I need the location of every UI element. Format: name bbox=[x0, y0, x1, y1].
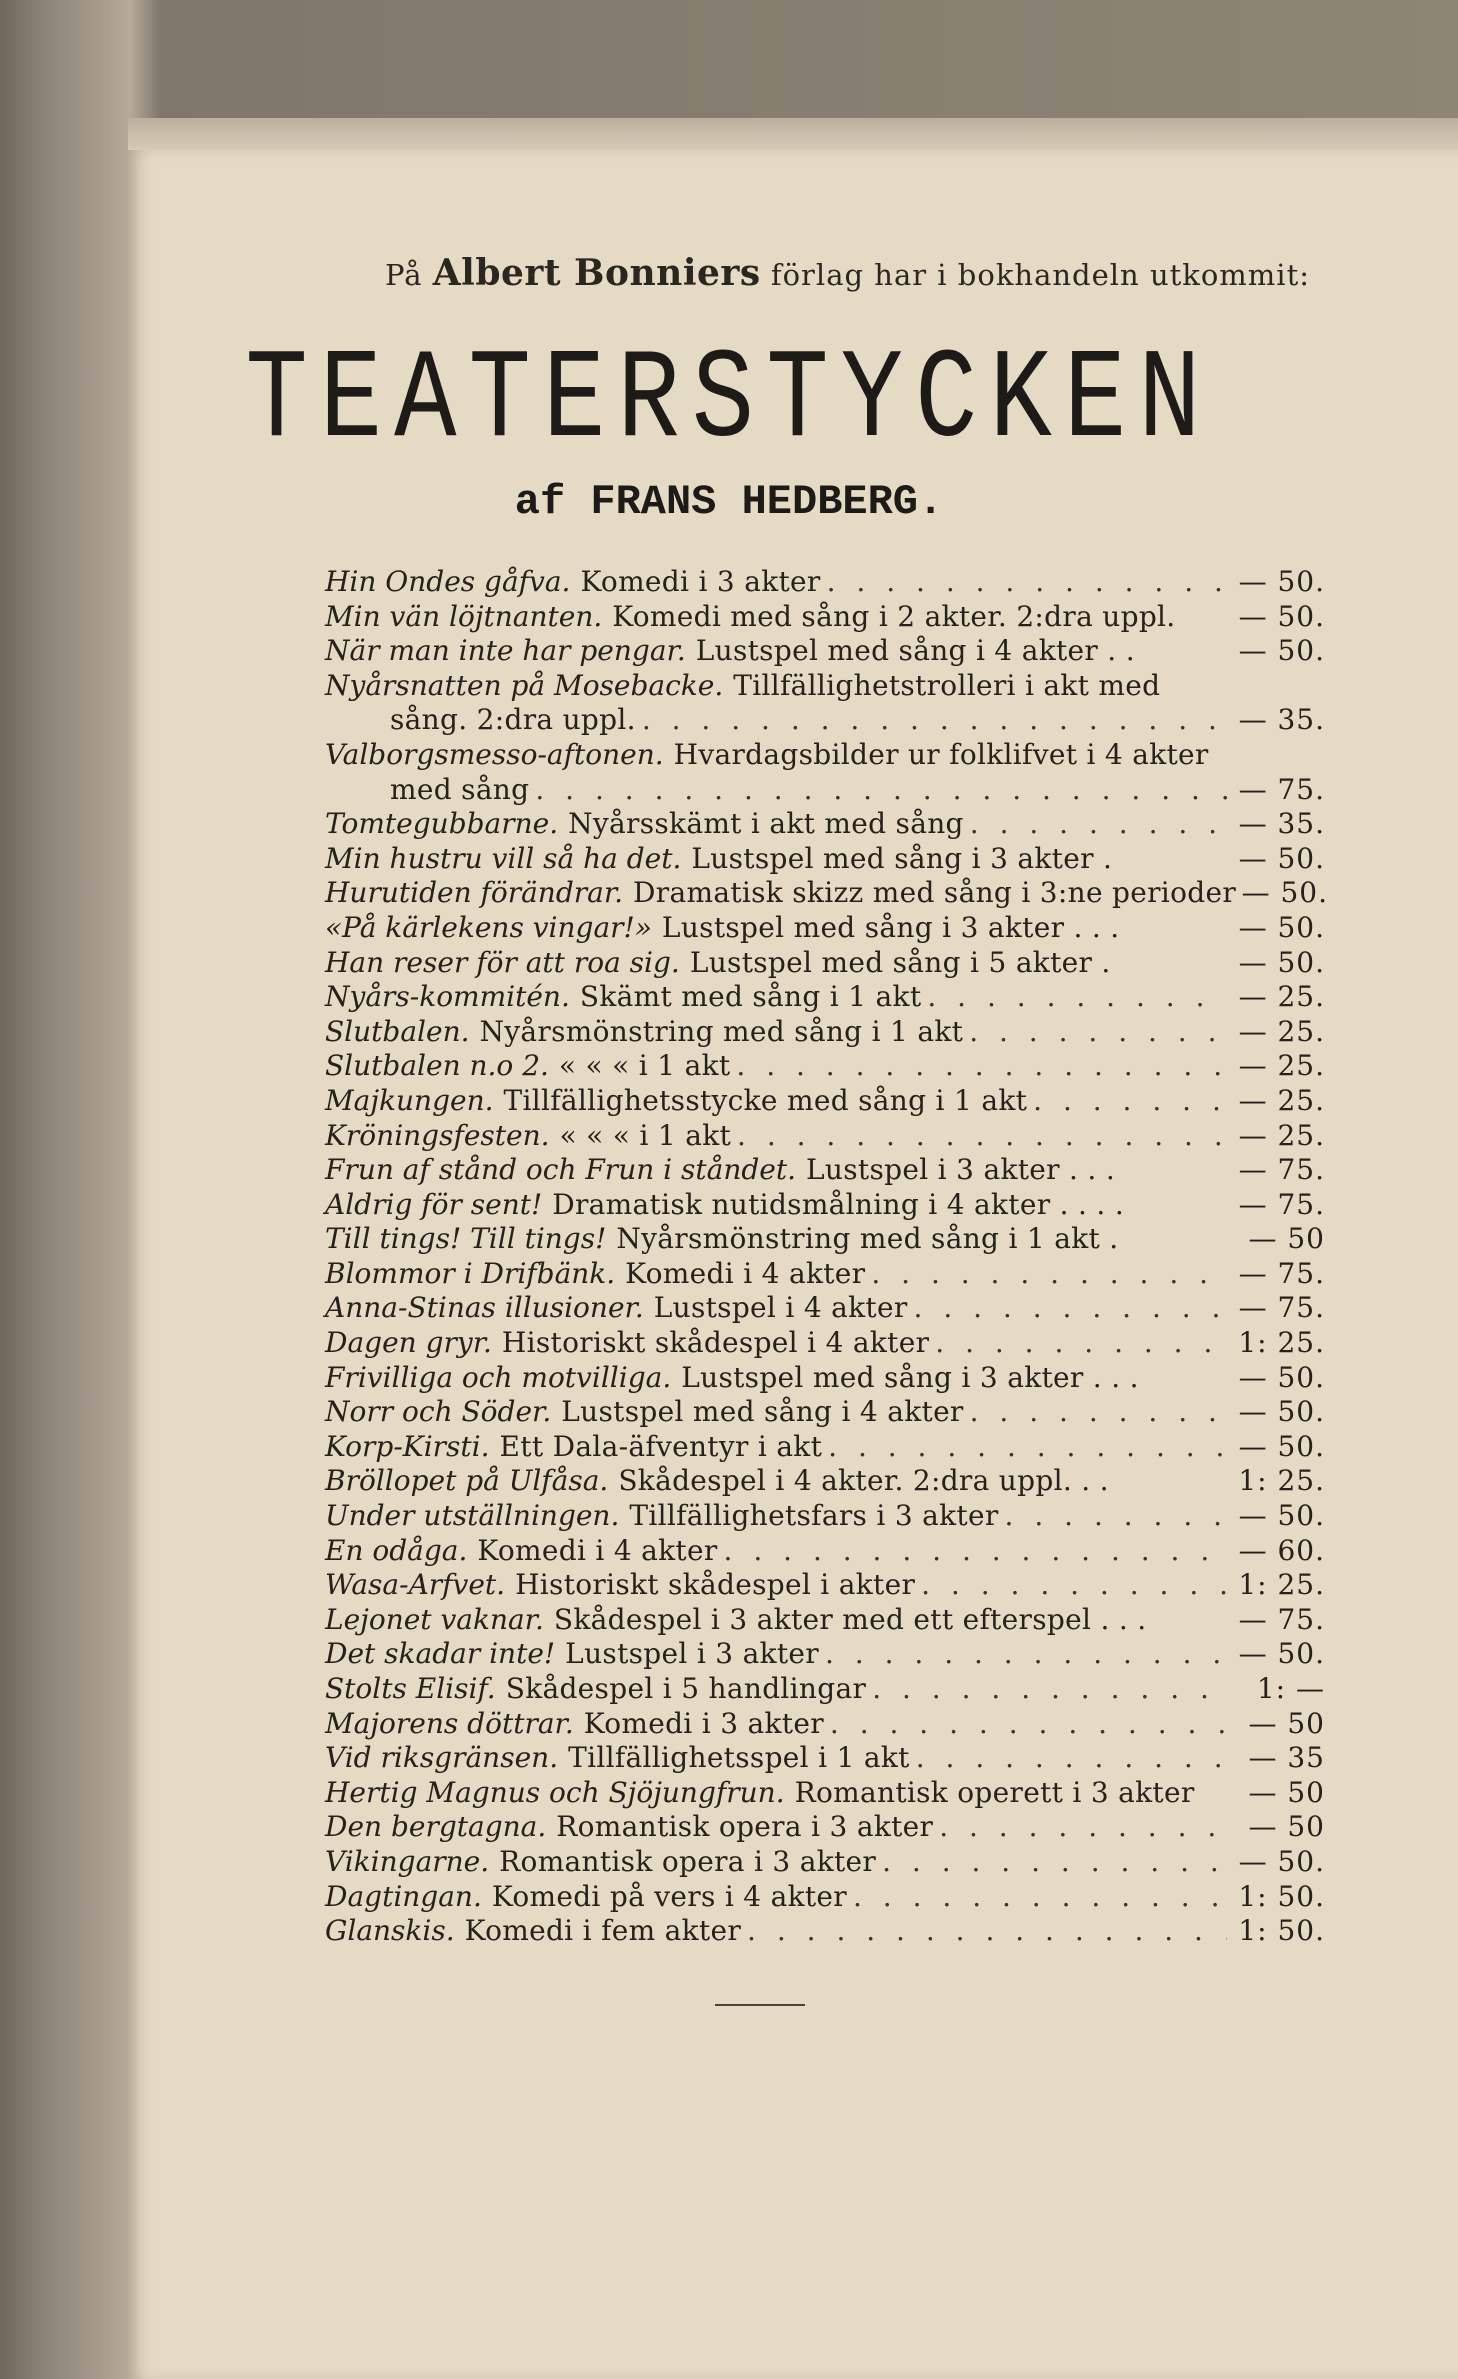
dot-leader bbox=[747, 1914, 1227, 1949]
play-title: Den bergtagna. bbox=[325, 1810, 547, 1844]
play-title: Valborgsmesso-aftonen. bbox=[325, 737, 664, 771]
play-title: Tomtegubbarne. bbox=[325, 807, 559, 841]
play-description: Komedi i fem akter bbox=[464, 1914, 742, 1948]
play-title: Nyårs-kommitén. bbox=[325, 980, 570, 1014]
play-title: Vikingarne. bbox=[325, 1844, 490, 1878]
play-description: Lustspel med sång i 3 akter . bbox=[691, 841, 1113, 875]
price: 1: 25. bbox=[1238, 1326, 1325, 1360]
list-item bbox=[325, 1188, 1325, 1223]
play-description: « « « i 1 akt bbox=[559, 1118, 732, 1152]
play-description: Nyårsmönstring med sång i 1 akt bbox=[479, 1014, 964, 1048]
dot-leader bbox=[935, 1326, 1227, 1361]
play-description: Dramatisk skizz med sång i 3:ne perioder bbox=[633, 876, 1236, 910]
dot-leader bbox=[970, 1395, 1227, 1430]
dot-leader bbox=[939, 1810, 1227, 1845]
dot-leader bbox=[724, 1534, 1227, 1569]
price: — 50. bbox=[1238, 1844, 1325, 1878]
dot-leader bbox=[737, 1119, 1227, 1154]
play-title: Min vän löjtnanten. bbox=[325, 599, 603, 633]
play-description: Skådespel i 3 akter med ett efterspel . . . bbox=[553, 1602, 1147, 1636]
play-description: Tillfällighetsspel i 1 akt bbox=[568, 1741, 910, 1775]
price: — 50. bbox=[1238, 1637, 1325, 1671]
play-title: Dagtingan. bbox=[325, 1879, 482, 1913]
price: — 75. bbox=[1238, 1187, 1325, 1221]
dot-leader bbox=[828, 1430, 1227, 1465]
price: — 50. bbox=[1238, 599, 1325, 633]
price: — 50. bbox=[1238, 634, 1325, 668]
play-description: Komedi i 4 akter bbox=[625, 1256, 866, 1290]
list-item bbox=[325, 807, 1325, 842]
play-description: Tillfällighetstrolleri i akt med bbox=[733, 668, 1161, 702]
dot-leader bbox=[827, 565, 1227, 600]
price: 1: 25. bbox=[1238, 1568, 1325, 1602]
list-item bbox=[325, 842, 1325, 877]
play-description: Skådespel i 4 akter. 2:dra uppl. . . bbox=[618, 1464, 1109, 1498]
list-item bbox=[325, 703, 1325, 738]
price: — 75. bbox=[1238, 1602, 1325, 1636]
price: — 60. bbox=[1238, 1533, 1325, 1567]
price: — 35. bbox=[1238, 807, 1325, 841]
price: — 50. bbox=[1238, 1360, 1325, 1394]
price: — 25. bbox=[1238, 1083, 1325, 1117]
dot-leader bbox=[871, 1257, 1227, 1292]
play-title: En odåga. bbox=[325, 1533, 468, 1567]
play-title: Majorens döttrar. bbox=[325, 1706, 574, 1740]
list-item bbox=[325, 1361, 1325, 1396]
dot-leader bbox=[914, 1291, 1227, 1326]
price: — 50. bbox=[1241, 876, 1328, 910]
author-line: af FRANS HEDBERG. bbox=[514, 478, 944, 526]
list-item bbox=[325, 773, 1325, 808]
list-item bbox=[325, 1845, 1325, 1880]
play-description: Komedi i 4 akter bbox=[477, 1533, 718, 1567]
page-fold bbox=[128, 118, 1458, 152]
list-item bbox=[325, 1119, 1325, 1154]
price: — 75. bbox=[1238, 772, 1325, 806]
list-item bbox=[325, 946, 1325, 981]
list-item bbox=[325, 1153, 1325, 1188]
price: — 35. bbox=[1238, 703, 1325, 737]
play-title: Wasa-Arfvet. bbox=[325, 1568, 506, 1602]
price: — 50. bbox=[1238, 565, 1325, 598]
play-title: Anna-Stinas illusioner. bbox=[325, 1291, 644, 1325]
play-title: Min hustru vill så ha det. bbox=[325, 841, 682, 875]
price: — 75. bbox=[1238, 1153, 1325, 1187]
play-description: med sång bbox=[390, 772, 530, 806]
play-title: Bröllopet på Ulfåsa. bbox=[325, 1464, 609, 1498]
dot-leader bbox=[642, 703, 1227, 738]
list-item bbox=[325, 1326, 1325, 1361]
list-item bbox=[325, 1707, 1325, 1742]
list-item bbox=[325, 1810, 1325, 1845]
play-description: sång. 2:dra uppl. bbox=[390, 703, 636, 737]
dot-leader bbox=[830, 1707, 1227, 1742]
play-title: Nyårsnatten på Mosebacke. bbox=[325, 668, 724, 702]
play-title: Blommor i Drifbänk. bbox=[325, 1256, 616, 1290]
price: — 50. bbox=[1238, 1499, 1325, 1533]
play-description: Komedi i 3 akter bbox=[583, 1706, 824, 1740]
play-title: Stolts Elisif. bbox=[325, 1672, 496, 1705]
price: — 50. bbox=[1238, 1395, 1325, 1429]
play-description: Tillfällighetsstycke med sång i 1 akt bbox=[503, 1083, 1028, 1117]
publisher-line bbox=[385, 252, 1310, 294]
list-item bbox=[325, 1464, 1325, 1499]
play-title: Hin Ondes gåfva. bbox=[325, 565, 571, 598]
publisher-name: Albert Bonniers bbox=[432, 252, 761, 294]
price: 1: 50. bbox=[1238, 1879, 1325, 1913]
dot-leader bbox=[970, 807, 1227, 842]
play-title: Dagen gryr. bbox=[325, 1326, 492, 1360]
price: — 50. bbox=[1238, 910, 1325, 944]
play-title: Frun af stånd och Frun i ståndet. bbox=[325, 1153, 797, 1187]
dot-leader bbox=[882, 1845, 1227, 1880]
list-item bbox=[325, 1015, 1325, 1050]
play-description: Lustspel med sång i 3 akter . . . bbox=[661, 910, 1120, 944]
play-title: Slutbalen. bbox=[325, 1014, 470, 1048]
dot-leader bbox=[927, 980, 1227, 1015]
play-description: Lustspel i 3 akter bbox=[565, 1637, 819, 1671]
play-title: När man inte har pengar. bbox=[325, 634, 686, 668]
play-description: Skämt med sång i 1 akt bbox=[579, 980, 922, 1014]
list-item bbox=[325, 876, 1328, 911]
play-description: Historiskt skådespel i 4 akter bbox=[501, 1326, 930, 1360]
price: — 75. bbox=[1238, 1291, 1325, 1325]
price: — 25. bbox=[1238, 1014, 1325, 1048]
play-description: Lustspel med sång i 3 akter . . . bbox=[681, 1360, 1139, 1394]
play-description: Historiskt skådespel i akter bbox=[515, 1568, 916, 1602]
dot-leader bbox=[1005, 1499, 1227, 1534]
price: 1: — bbox=[1256, 1672, 1325, 1705]
play-title: Frivilliga och motvilliga. bbox=[325, 1360, 672, 1394]
play-description: Lustspel med sång i 5 akter . bbox=[689, 945, 1111, 979]
list-item bbox=[325, 1291, 1325, 1326]
play-title: Kröningsfesten. bbox=[325, 1118, 550, 1152]
play-title: «På kärlekens vingar!» bbox=[325, 910, 652, 944]
dot-leader bbox=[921, 1568, 1227, 1603]
dot-leader bbox=[916, 1741, 1227, 1776]
play-description: Hvardagsbilder ur folklifvet i 4 akter bbox=[673, 737, 1209, 771]
list-item bbox=[325, 1222, 1325, 1257]
play-description: Romantisk operett i 3 akter bbox=[794, 1775, 1195, 1809]
list-item bbox=[325, 1880, 1325, 1915]
play-description: Ett Dala-äfventyr i akt bbox=[499, 1429, 823, 1463]
list-item bbox=[325, 634, 1325, 669]
price: — 50 bbox=[1248, 1706, 1325, 1740]
play-description: Komedi i 3 akter bbox=[580, 565, 821, 598]
list-item bbox=[325, 911, 1325, 946]
list-item bbox=[325, 1499, 1325, 1534]
list-item bbox=[325, 565, 1325, 600]
publisher-line-post: förlag har i bokhandeln utkommit: bbox=[760, 258, 1310, 292]
dot-leader bbox=[872, 1672, 1227, 1707]
play-description: Komedi med sång i 2 akter. 2:dra uppl. bbox=[612, 599, 1176, 633]
play-title: Han reser för att roa sig. bbox=[325, 945, 680, 979]
list-item bbox=[325, 1395, 1325, 1430]
list-item bbox=[325, 1776, 1325, 1811]
play-description: Romantisk opera i 3 akter bbox=[556, 1810, 934, 1844]
price: — 75. bbox=[1238, 1256, 1325, 1290]
list-item bbox=[325, 1049, 1325, 1084]
play-title: Hurutiden förändrar. bbox=[325, 876, 624, 910]
price: — 50 bbox=[1248, 1775, 1325, 1809]
price: — 35 bbox=[1248, 1741, 1325, 1775]
play-description: « « « i 1 akt bbox=[558, 1049, 731, 1083]
play-description: Lustspel med sång i 4 akter . . bbox=[695, 634, 1135, 668]
play-title: Vid riksgränsen. bbox=[325, 1741, 559, 1775]
dot-leader bbox=[535, 773, 1227, 808]
list-item bbox=[325, 600, 1325, 635]
closing-rule bbox=[715, 2004, 805, 2006]
play-description: Nyårsmönstring med sång i 1 akt . bbox=[616, 1222, 1119, 1256]
page-title: TEATERSTYCKEN bbox=[245, 330, 1213, 474]
list-item bbox=[325, 1603, 1325, 1638]
dot-leader bbox=[825, 1637, 1227, 1672]
price: 1: 50. bbox=[1238, 1914, 1325, 1948]
list-item bbox=[325, 1257, 1325, 1292]
price: — 50. bbox=[1238, 1429, 1325, 1463]
price: — 50 bbox=[1248, 1810, 1325, 1844]
dot-leader bbox=[736, 1049, 1227, 1084]
play-description: Skådespel i 5 handlingar bbox=[505, 1672, 867, 1705]
play-description: Komedi på vers i 4 akter bbox=[491, 1879, 847, 1913]
play-description: Lustspel i 3 akter . . . bbox=[806, 1153, 1116, 1187]
dot-leader bbox=[969, 1015, 1227, 1050]
play-title: Aldrig för sent! bbox=[325, 1187, 543, 1221]
price: — 25. bbox=[1238, 1049, 1325, 1083]
play-description: Nyårsskämt i akt med sång bbox=[568, 807, 964, 841]
price: — 50. bbox=[1238, 841, 1325, 875]
list-item bbox=[325, 1084, 1325, 1119]
list-item bbox=[325, 1672, 1325, 1707]
play-title: Till tings! Till tings! bbox=[325, 1222, 607, 1256]
play-title: Lejonet vaknar. bbox=[325, 1602, 544, 1636]
list-item bbox=[325, 1534, 1325, 1569]
list-item bbox=[325, 1637, 1325, 1672]
play-description: Dramatisk nutidsmålning i 4 akter . . . . bbox=[552, 1187, 1125, 1221]
play-description: Tillfällighetsfars i 3 akter bbox=[629, 1499, 999, 1533]
play-title: Slutbalen n.o 2. bbox=[325, 1049, 549, 1083]
play-title: Det skadar inte! bbox=[325, 1637, 556, 1671]
price: — 50 bbox=[1248, 1222, 1325, 1256]
play-title: Glanskis. bbox=[325, 1914, 455, 1948]
play-description: Lustspel i 4 akter bbox=[653, 1291, 908, 1325]
list-item bbox=[325, 1741, 1325, 1776]
price: — 25. bbox=[1238, 1118, 1325, 1152]
list-item bbox=[325, 738, 1325, 773]
play-title: Norr och Söder. bbox=[325, 1395, 552, 1429]
price: 1: 25. bbox=[1238, 1464, 1325, 1498]
list-item bbox=[325, 980, 1325, 1015]
list-item bbox=[325, 1914, 1325, 1949]
play-title: Korp-Kirsti. bbox=[325, 1429, 490, 1463]
play-description: Lustspel med sång i 4 akter bbox=[561, 1395, 964, 1429]
dot-leader bbox=[1033, 1084, 1227, 1119]
play-description: Romantisk opera i 3 akter bbox=[499, 1844, 877, 1878]
publisher-line-pre: På bbox=[385, 258, 433, 292]
list-item bbox=[325, 669, 1325, 704]
play-title: Under utställningen. bbox=[325, 1499, 620, 1533]
dot-leader bbox=[853, 1880, 1227, 1915]
price: — 25. bbox=[1238, 980, 1325, 1014]
play-title: Majkungen. bbox=[325, 1083, 494, 1117]
play-title: Hertig Magnus och Sjöjungfrun. bbox=[325, 1775, 785, 1809]
list-item bbox=[325, 1430, 1325, 1465]
play-list bbox=[325, 565, 1328, 1949]
list-item bbox=[325, 1568, 1325, 1603]
price: — 50. bbox=[1238, 945, 1325, 979]
